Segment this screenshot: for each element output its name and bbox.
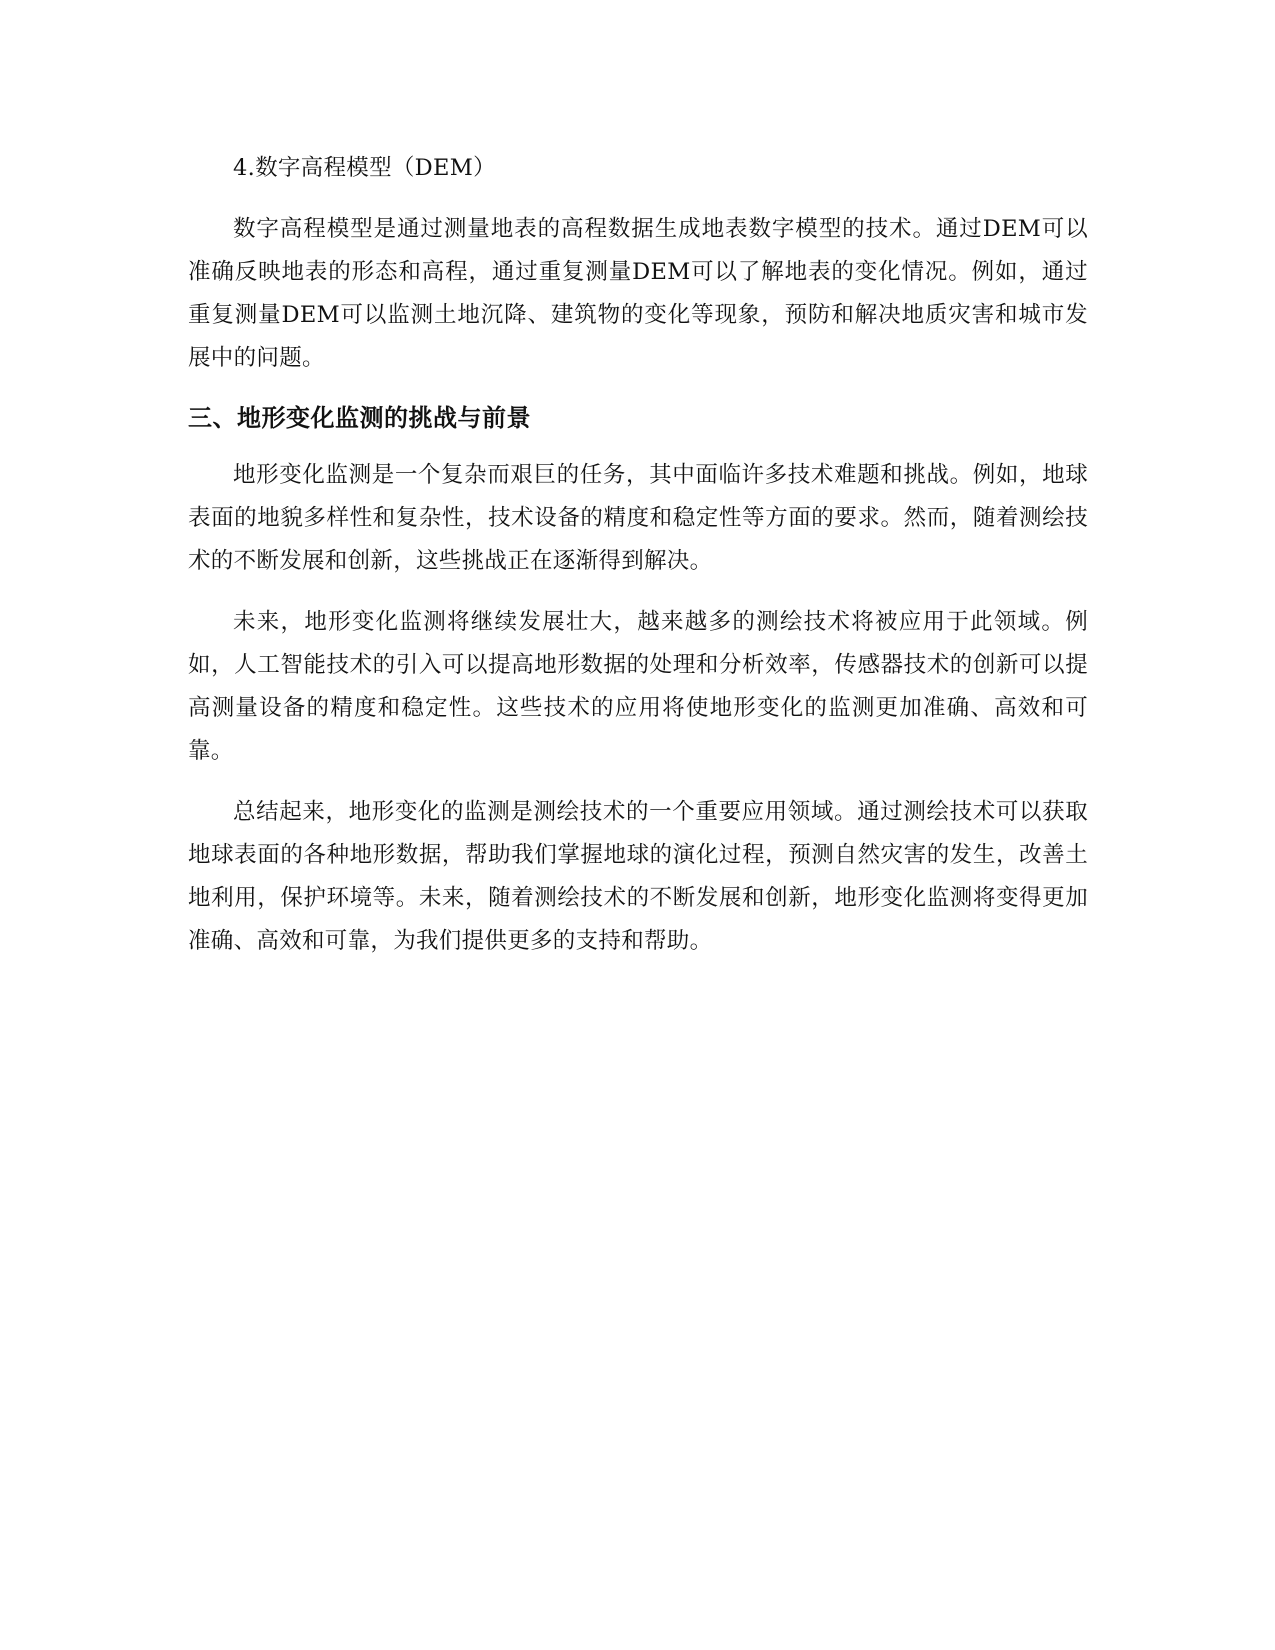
paragraph-dem: 数字高程模型是通过测量地表的高程数据生成地表数字模型的技术。通过DEM可以准确反映地表的形态和高程，通过重复测量DEM可以了解地表的变化情况。例如，通过重复测量DEM可以监测土地沉降、建筑物的变化等现象，预防和解决地质灾害和城市发展中的问题。: [188, 216, 1088, 371]
paragraph-challenges: 地形变化监测是一个复杂而艰巨的任务，其中面临许多技术难题和挑战。例如，地球表面的地貌多样性和复杂性，技术设备的精度和稳定性等方面的要求。然而，随着测绘技术的不断发展和创新，这些挑战正在逐渐得到解决。: [188, 462, 1088, 574]
paragraph-future: 未来，地形变化监测将继续发展壮大，越来越多的测绘技术将被应用于此领域。例如，人工智能技术的引入可以提高地形数据的处理和分析效率，传感器技术的创新可以提高测量设备的精度和稳定性。这些技术的应用将使地形变化的监测更加准确、高效和可靠。: [188, 609, 1088, 764]
section-title: 三、地形变化监测的挑战与前景: [188, 404, 531, 432]
document-body: [188, 147, 1088, 981]
paragraph-summary: 总结起来，地形变化的监测是测绘技术的一个重要应用领域。通过测绘技术可以获取地球表面的各种地形数据，帮助我们掌握地球的演化过程，预测自然灾害的发生，改善土地利用，保护环境等。未来，随着测绘技术的不断发展和创新，地形变化监测将变得更加准确、高效和可靠，为我们提供更多的支持和帮助。: [188, 799, 1088, 954]
subheading-dem: 4.数字高程模型（DEM）: [233, 155, 496, 181]
